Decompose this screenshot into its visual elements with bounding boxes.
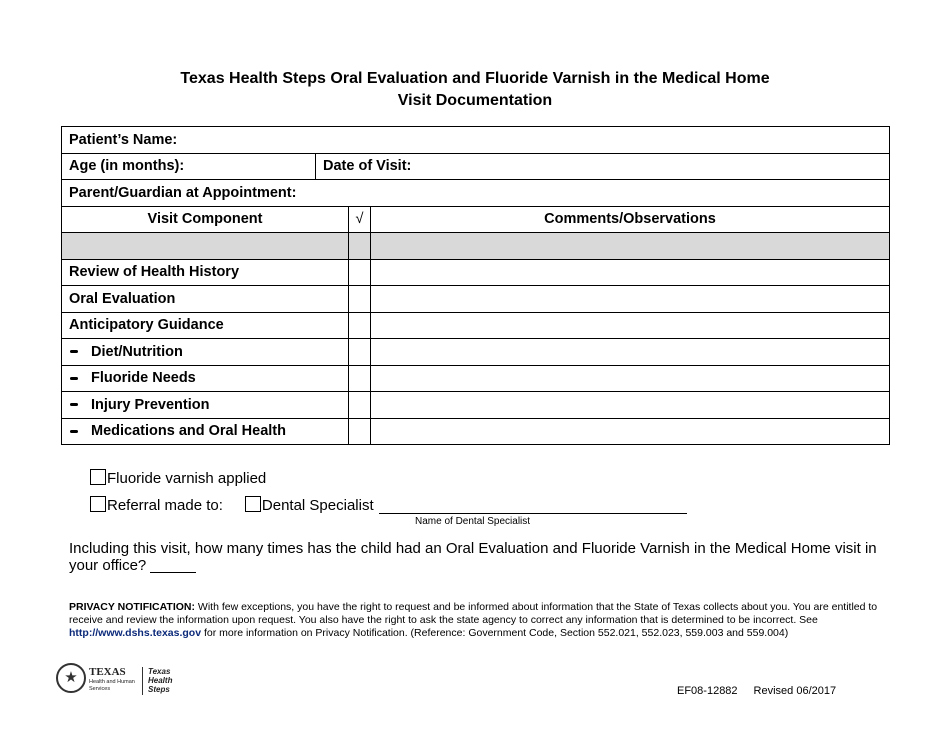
privacy-notification [69, 601, 889, 640]
comment-cell[interactable] [371, 339, 890, 366]
specialist-name-line[interactable] [379, 499, 687, 514]
guardian-row [62, 180, 890, 207]
component-label: Injury Prevention [91, 396, 210, 413]
privacy-heading: PRIVACY NOTIFICATION: [69, 601, 195, 613]
logo-program: Texas Health Steps [148, 667, 173, 694]
check-cell[interactable] [349, 365, 371, 392]
bullet-dash-icon [70, 430, 78, 433]
specialist-caption: Name of Dental Specialist [415, 516, 531, 527]
table-row [62, 392, 890, 419]
check-cell[interactable] [349, 418, 371, 445]
logo-texas: TEXAS [89, 666, 126, 678]
table-row [62, 286, 890, 313]
privacy-text-1: With few exceptions, you have the right to request and be informed about information that the State of Texas collects about you. You are entitled to receive and review the information upon request. You also have the right to ask the state agency to correct any information that is determined to be incorrect. See [69, 601, 878, 626]
visit-component-header: Visit Component [62, 206, 349, 233]
check-cell[interactable] [349, 286, 371, 313]
table-row [62, 418, 890, 445]
referral-checkbox[interactable] [90, 496, 106, 512]
component-label: Anticipatory Guidance [62, 312, 349, 339]
logo-divider [142, 667, 143, 695]
shaded-row [62, 233, 890, 260]
comment-cell[interactable] [371, 392, 890, 419]
table-header-row [62, 206, 890, 233]
form-footer [677, 685, 836, 697]
form-title [0, 68, 950, 112]
guardian-field[interactable] [62, 180, 890, 207]
age-date-row [62, 153, 890, 180]
form-code: EF08-12882 [677, 685, 738, 697]
patient-name-row [62, 127, 890, 154]
table-row [62, 259, 890, 286]
comment-cell[interactable] [371, 418, 890, 445]
fluoride-option [90, 469, 266, 487]
component-label: Fluoride Needs [91, 370, 196, 387]
patient-name-field[interactable] [62, 127, 890, 154]
check-column-header: √ [349, 206, 371, 233]
fluoride-applied-label: Fluoride varnish applied [107, 470, 267, 487]
title-line-1: Texas Health Steps Oral Evaluation and Fluoride Varnish in the Medical Home [180, 70, 770, 87]
table-row [62, 339, 890, 366]
referral-label: Referral made to: [107, 497, 223, 514]
component-label: Diet/Nutrition [91, 343, 183, 360]
comment-cell[interactable] [371, 286, 890, 313]
component-label: Medications and Oral Health [91, 423, 286, 440]
age-label: Age (in months): [69, 158, 185, 175]
component-label: Oral Evaluation [62, 286, 349, 313]
privacy-text-2: for more information on Privacy Notification. (Reference: Government Code, Section 552.021, 552.023, 559.003 and 559.004) [201, 627, 789, 639]
patient-name-label: Patient’s Name: [69, 131, 178, 148]
texas-seal-icon: ★ [56, 663, 86, 693]
date-of-visit-field[interactable] [316, 153, 890, 180]
date-label: Date of Visit: [323, 158, 412, 175]
comment-cell[interactable] [371, 365, 890, 392]
component-label: Review of Health History [62, 259, 349, 286]
guardian-label: Parent/Guardian at Appointment: [69, 184, 297, 201]
bullet-dash-icon [70, 350, 78, 353]
check-cell[interactable] [349, 392, 371, 419]
dental-specialist-label: Dental Specialist [261, 497, 374, 514]
bullet-dash-icon [70, 403, 78, 406]
table-row [62, 312, 890, 339]
age-field[interactable] [62, 153, 316, 180]
dental-specialist-checkbox[interactable] [245, 496, 261, 512]
logo-subtitle: Health and Human Services [89, 679, 135, 692]
revised-date: Revised 06/2017 [753, 685, 837, 697]
check-cell[interactable] [349, 312, 371, 339]
bullet-dash-icon [70, 377, 78, 380]
dshs-link[interactable]: http://www.dshs.texas.gov [69, 627, 202, 639]
check-cell[interactable] [349, 259, 371, 286]
question-text: Including this visit, how many times has the child had an Oral Evaluation and Fluoride Varnish in the Medical Home visit in your office? [69, 540, 877, 574]
comments-header: Comments/Observations [371, 206, 890, 233]
comment-cell[interactable] [371, 312, 890, 339]
check-cell[interactable] [349, 339, 371, 366]
table-row [62, 365, 890, 392]
visit-count-question [69, 540, 889, 574]
visit-count-line[interactable] [150, 559, 196, 573]
comment-cell[interactable] [371, 259, 890, 286]
hhs-logo [56, 661, 196, 701]
referral-option [90, 496, 687, 514]
fluoride-applied-checkbox[interactable] [90, 469, 106, 485]
title-line-2: Visit Documentation [397, 92, 553, 109]
visit-documentation-table [61, 126, 890, 445]
